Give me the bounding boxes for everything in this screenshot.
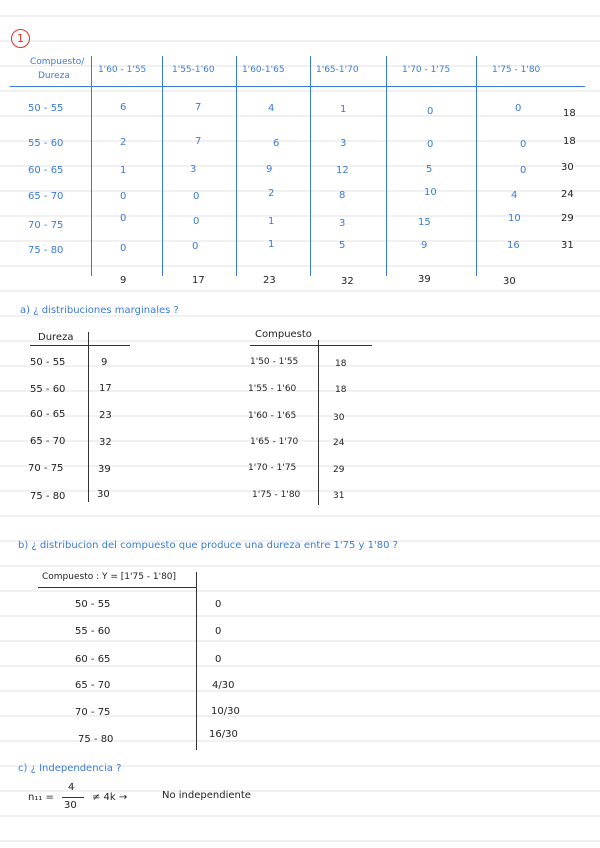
header-underline [10, 86, 585, 87]
table-cell: 4 [511, 190, 518, 201]
column-header: 1'60 - 1'55 [98, 65, 147, 75]
column-header: 1'70 - 1'75 [402, 65, 451, 75]
table-cell: 0 [120, 243, 127, 254]
dureza-value: 30 [97, 489, 110, 500]
dureza-value: 39 [98, 464, 111, 475]
corner-label-top: Compuesto/ [30, 57, 85, 67]
dureza-label: 55 - 60 [30, 384, 66, 395]
column-header: 1'75 - 1'80 [492, 65, 541, 75]
column-divider [91, 56, 92, 276]
row-label: 60 - 65 [28, 165, 64, 176]
dureza-label: 75 - 80 [30, 491, 66, 502]
row-total: 24 [561, 189, 574, 200]
table-cell: 5 [339, 240, 346, 251]
column-total: 30 [503, 276, 516, 287]
formula-denominator: 30 [64, 800, 77, 811]
dureza-label: 70 - 75 [28, 463, 64, 474]
dureza-label: 60 - 65 [30, 409, 66, 420]
compuesto-value: 18 [335, 385, 347, 395]
table-cell: 5 [426, 164, 433, 175]
question-b: b) ¿ distribucion del compuesto que produce una dureza entre 1'75 y 1'80 ? [18, 540, 398, 551]
table-cell: 0 [427, 106, 434, 117]
conditional-value: 0 [215, 599, 222, 610]
table-cell: 4 [268, 103, 275, 114]
table-cell: 16 [507, 240, 520, 251]
table-cell: 0 [193, 216, 200, 227]
row-label: 70 - 75 [28, 220, 64, 231]
table-cell: 9 [266, 164, 273, 175]
dureza-divider [88, 332, 89, 502]
corner-label-bottom: Dureza [38, 71, 70, 81]
table-cell: 6 [120, 102, 127, 113]
conditional-header-underline [38, 587, 196, 588]
conditional-value: 0 [215, 654, 222, 665]
table-cell: 9 [421, 240, 428, 251]
dureza-label: 65 - 70 [30, 436, 66, 447]
conditional-value: 4/30 [212, 680, 235, 691]
compuesto-value: 30 [333, 413, 345, 423]
column-divider [310, 56, 311, 276]
formula-rhs: ≠ 4k → [92, 792, 128, 803]
table-cell: 8 [339, 190, 346, 201]
row-label: 75 - 80 [28, 245, 64, 256]
column-header: 1'55-1'60 [172, 65, 215, 75]
conditional-label: 55 - 60 [75, 626, 111, 637]
table-cell: 2 [268, 188, 275, 199]
conditional-value: 16/30 [209, 729, 238, 740]
table-cell: 2 [120, 137, 127, 148]
table-cell: 6 [273, 138, 280, 149]
column-total: 32 [341, 276, 354, 287]
compuesto-label: 1'65 - 1'70 [250, 437, 299, 447]
row-total: 29 [561, 213, 574, 224]
row-total: 31 [561, 240, 574, 251]
table-cell: 3 [339, 218, 346, 229]
column-header: 1'60-1'65 [242, 65, 285, 75]
compuesto-label: 1'75 - 1'80 [252, 490, 301, 500]
dureza-header: Dureza [38, 332, 74, 343]
formula-lhs: n₁₁ = [28, 792, 54, 803]
table-cell: 0 [520, 165, 527, 176]
table-cell: 1 [268, 239, 275, 250]
conditional-label: 65 - 70 [75, 680, 111, 691]
independence-conclusion: No independiente [162, 790, 251, 801]
compuesto-label: 1'70 - 1'75 [248, 463, 297, 473]
table-cell: 7 [195, 102, 202, 113]
table-cell: 7 [195, 136, 202, 147]
exercise-number-badge [11, 29, 30, 48]
dureza-value: 17 [99, 383, 112, 394]
column-total: 39 [418, 274, 431, 285]
column-header: 1'65-1'70 [316, 65, 359, 75]
compuesto-header: Compuesto [255, 329, 312, 340]
table-cell: 0 [515, 103, 522, 114]
dureza-value: 32 [99, 437, 112, 448]
compuesto-label: 1'60 - 1'65 [248, 411, 297, 421]
column-total: 17 [192, 275, 205, 286]
compuesto-label: 1'50 - 1'55 [250, 357, 299, 367]
table-cell: 0 [427, 139, 434, 150]
table-cell: 10 [508, 213, 521, 224]
conditional-label: 75 - 80 [78, 734, 114, 745]
conditional-value: 10/30 [211, 706, 240, 717]
row-total: 30 [561, 162, 574, 173]
dureza-value: 9 [101, 357, 108, 368]
table-cell: 12 [336, 165, 349, 176]
column-divider [236, 56, 237, 276]
table-cell: 1 [268, 216, 275, 227]
compuesto-value: 18 [335, 359, 347, 369]
question-c: c) ¿ Independencia ? [18, 763, 122, 774]
table-cell: 0 [520, 139, 527, 150]
column-total: 23 [263, 275, 276, 286]
table-cell: 0 [193, 191, 200, 202]
dureza-value: 23 [99, 410, 112, 421]
compuesto-label: 1'55 - 1'60 [248, 384, 297, 394]
compuesto-value: 29 [333, 465, 345, 475]
dureza-header-underline [30, 345, 130, 346]
table-cell: 0 [192, 241, 199, 252]
row-total: 18 [563, 108, 576, 119]
conditional-label: 50 - 55 [75, 599, 111, 610]
question-a: a) ¿ distribuciones marginales ? [20, 305, 179, 316]
column-total: 9 [120, 275, 127, 286]
table-cell: 1 [340, 104, 347, 115]
row-label: 65 - 70 [28, 191, 64, 202]
table-cell: 10 [424, 187, 437, 198]
compuesto-value: 31 [333, 491, 345, 501]
conditional-label: 60 - 65 [75, 654, 111, 665]
compuesto-divider [318, 340, 319, 505]
conditional-label: 70 - 75 [75, 707, 111, 718]
conditional-value: 0 [215, 626, 222, 637]
table-cell: 0 [120, 191, 127, 202]
column-divider [162, 56, 163, 276]
row-label: 55 - 60 [28, 138, 64, 149]
column-divider [476, 56, 477, 276]
row-label: 50 - 55 [28, 103, 64, 114]
compuesto-value: 24 [333, 438, 345, 448]
compuesto-header-underline [250, 345, 372, 346]
table-cell: 0 [120, 213, 127, 224]
column-divider [386, 56, 387, 276]
table-cell: 1 [120, 165, 127, 176]
fraction-bar [62, 797, 84, 798]
formula-numerator: 4 [68, 782, 75, 793]
exercise-number: 1 [17, 32, 24, 45]
conditional-divider [196, 572, 197, 750]
dureza-label: 50 - 55 [30, 357, 66, 368]
conditional-header: Compuesto : Y = [1'75 - 1'80] [42, 572, 177, 582]
row-total: 18 [563, 136, 576, 147]
table-cell: 3 [190, 164, 197, 175]
table-cell: 3 [340, 138, 347, 149]
table-cell: 15 [418, 217, 431, 228]
